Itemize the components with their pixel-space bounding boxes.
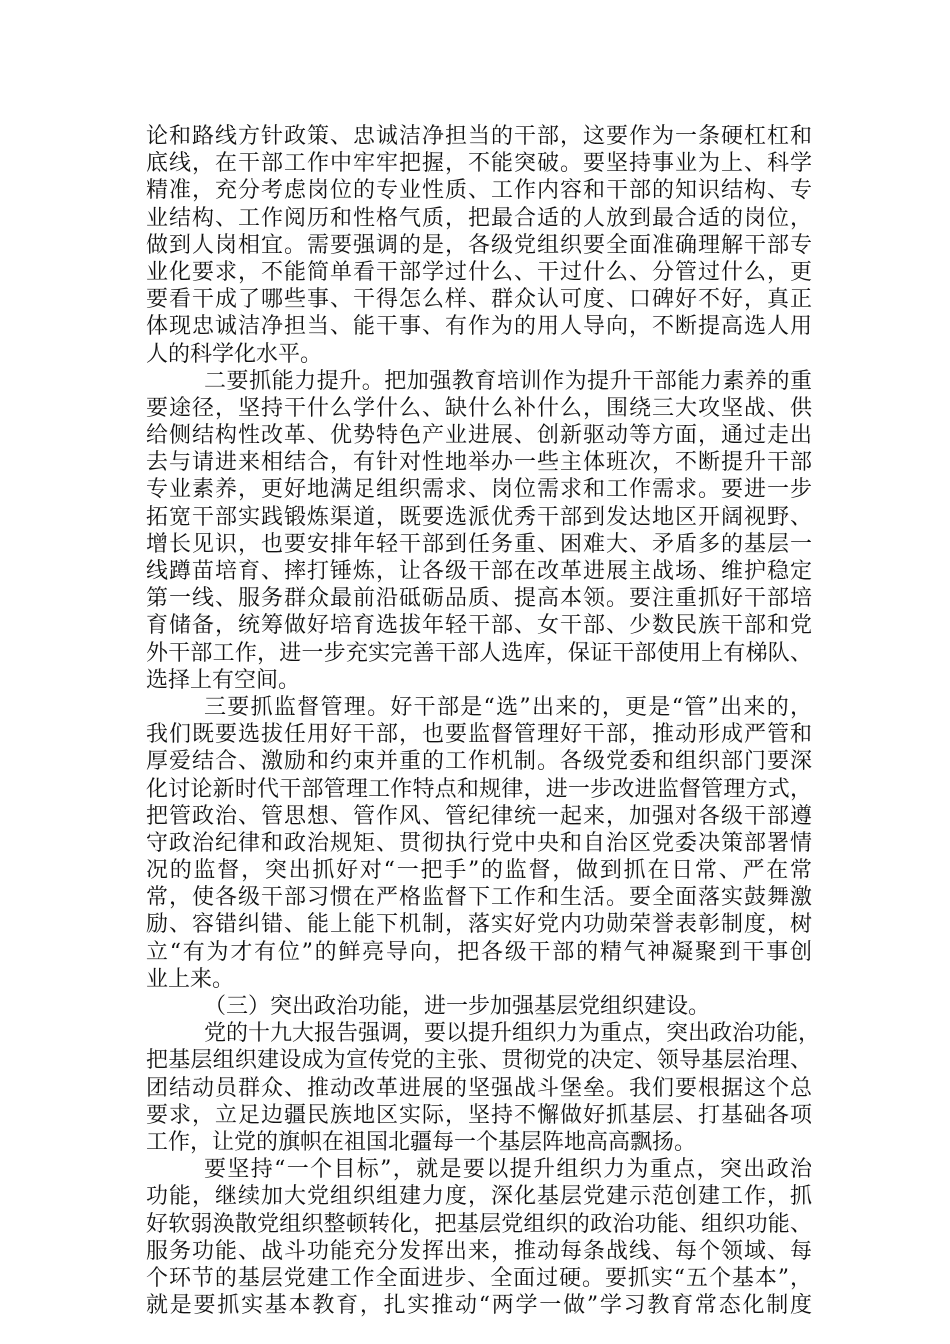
paragraph-1-line-1: 论和路线方针政策、忠诚洁净担当的干部，这要作为一条硬杠杠和: [146, 124, 812, 149]
paragraph-3-line-1: 三要抓监督管理。好干部是“选”出来的，更是“管”出来的，: [204, 694, 812, 720]
paragraph-2-line-11: 外干部工作，进一步充实完善干部人选库，保证干部使用上有梯队、: [146, 640, 812, 666]
paragraph-2-line-7: 增长见识，也要安排年轻干部到任务重、困难大、矛盾多的基层一: [146, 531, 812, 557]
paragraph-2-line-8: 线蹲苗培育、摔打锤炼，让各级干部在改革进展主战场、维护稳定: [146, 559, 812, 584]
paragraph-2-line-5: 专业素养，更好地满足组织需求、岗位需求和工作需求。要进一步: [146, 477, 812, 503]
paragraph-6-line-2: 功能，继续加大党组织组建力度，深化基层党建示范创建工作，抓: [146, 1184, 812, 1210]
document-body: [146, 123, 821, 1319]
paragraph-3-line-3: 厚爱结合、激励和约束并重的工作机制。各级党委和组织部门要深: [146, 749, 812, 775]
paragraph-5-line-5: 工作，让党的旗帜在祖国北疆每一个基层阵地高高飘扬。: [146, 1129, 697, 1155]
paragraph-2-line-9: 第一线、服务群众最前沿砥砺品质、提高本领。要注重抓好干部培: [146, 586, 812, 612]
paragraph-3-line-4: 化讨论新时代干部管理工作特点和规律，进一步改进监督管理方式，: [146, 776, 812, 802]
paragraph-3-line-10: 立“有为才有位”的鲜亮导向，把各级干部的精气神凝聚到干事创: [146, 939, 812, 965]
paragraph-2-line-2: 要途径，坚持干什么学什么、缺什么补什么，围绕三大攻坚战、供: [146, 395, 812, 421]
paragraph-5-line-1: 党的十九大报告强调，要以提升组织力为重点，突出政治功能，: [204, 1021, 821, 1047]
paragraph-3-line-7: 况的监督，突出抓好对“一把手”的监督，做到抓在日常、严在常: [146, 858, 812, 884]
paragraph-2-line-1: 二要抓能力提升。把加强教育培训作为提升干部能力素养的重: [204, 368, 812, 394]
paragraph-6-line-5: 个环节的基层党建工作全面进步、全面过硬。要抓实“五个基本”，: [146, 1265, 812, 1291]
paragraph-1-line-5: 做到人岗相宜。需要强调的是，各级党组织要全面准确理解干部专: [146, 232, 812, 258]
paragraph-1-line-9: 人的科学化水平。: [146, 341, 323, 367]
paragraph-2-line-3: 给侧结构性改革、优势特色产业进展、创新驱动等方面，通过走出: [146, 423, 812, 449]
paragraph-2-line-6: 拓宽干部实践锻炼渠道，既要选派优秀干部到发达地区开阔视野、: [146, 504, 812, 530]
paragraph-3-line-2: 我们既要选拔任用好干部，也要监督管理好干部，推动形成严管和: [146, 722, 812, 748]
paragraph-3-line-11: 业上来。: [146, 966, 235, 992]
paragraph-6-line-3: 好软弱涣散党组织整顿转化，把基层党组织的政治功能、组织功能、: [146, 1211, 812, 1237]
paragraph-3-line-8: 常，使各级干部习惯在严格监督下工作和生活。要全面落实鼓舞激: [146, 885, 812, 911]
paragraph-1-line-7: 要看干成了哪些事、干得怎么样、群众认可度、口碑好不好，真正: [146, 287, 812, 313]
paragraph-3-line-9: 励、容错纠错、能上能下机制，落实好党内功勋荣誉表彰制度，树: [146, 912, 812, 938]
paragraph-5-line-4: 要求，立足边疆民族地区实际，坚持不懈做好抓基层、打基础各项: [146, 1102, 812, 1128]
paragraph-1-line-2: 底线，在干部工作中牢牢把握，不能突破。要坚持事业为上、科学: [146, 151, 812, 177]
paragraph-1-line-4: 业结构、工作阅历和性格气质，把最合适的人放到最合适的岗位，: [146, 205, 812, 231]
paragraph-3-line-6: 守政治纪律和政治规矩、贯彻执行党中央和自治区党委决策部署情: [146, 830, 812, 856]
paragraph-3-line-5: 把管政治、管思想、管作风、管纪律统一起来，加强对各级干部遵: [146, 803, 812, 829]
paragraph-2-line-4: 去与请进来相结合，有针对性地举办一些主体班次，不断提升干部: [146, 450, 812, 476]
paragraph-5-line-2: 把基层组织建设成为宣传党的主张、贯彻党的决定、领导基层治理、: [146, 1048, 812, 1074]
paragraph-1-line-8: 体现忠诚洁净担当、能干事、有作为的用人导向，不断提高选人用: [146, 314, 812, 340]
paragraph-6-line-1: 要坚持“一个目标”，就是要以提升组织力为重点，突出政治: [204, 1157, 812, 1183]
paragraph-1-line-3: 精准，充分考虑岗位的专业性质、工作内容和干部的知识结构、专: [146, 178, 812, 204]
paragraph-1-line-6: 业化要求，不能简单看干部学过什么、干过什么、分管过什么，更: [146, 259, 812, 285]
section-heading: （三）突出政治功能，进一步加强基层党组织建设。: [204, 994, 711, 1019]
paragraph-6-line-4: 服务功能、战斗功能充分发挥出来，推动每条战线、每个领域、每: [146, 1238, 812, 1264]
paragraph-2-line-10: 育储备，统筹做好培育选拔年轻干部、女干部、少数民族干部和党: [146, 613, 812, 639]
paragraph-2-line-12: 选择上有空间。: [146, 667, 301, 693]
paragraph-5-line-3: 团结动员群众、推动改革进展的坚强战斗堡垒。我们要根据这个总: [146, 1075, 812, 1101]
paragraph-6-line-6: 就是要抓实基本教育，扎实推动“两学一做”学习教育常态化制度: [146, 1293, 812, 1319]
